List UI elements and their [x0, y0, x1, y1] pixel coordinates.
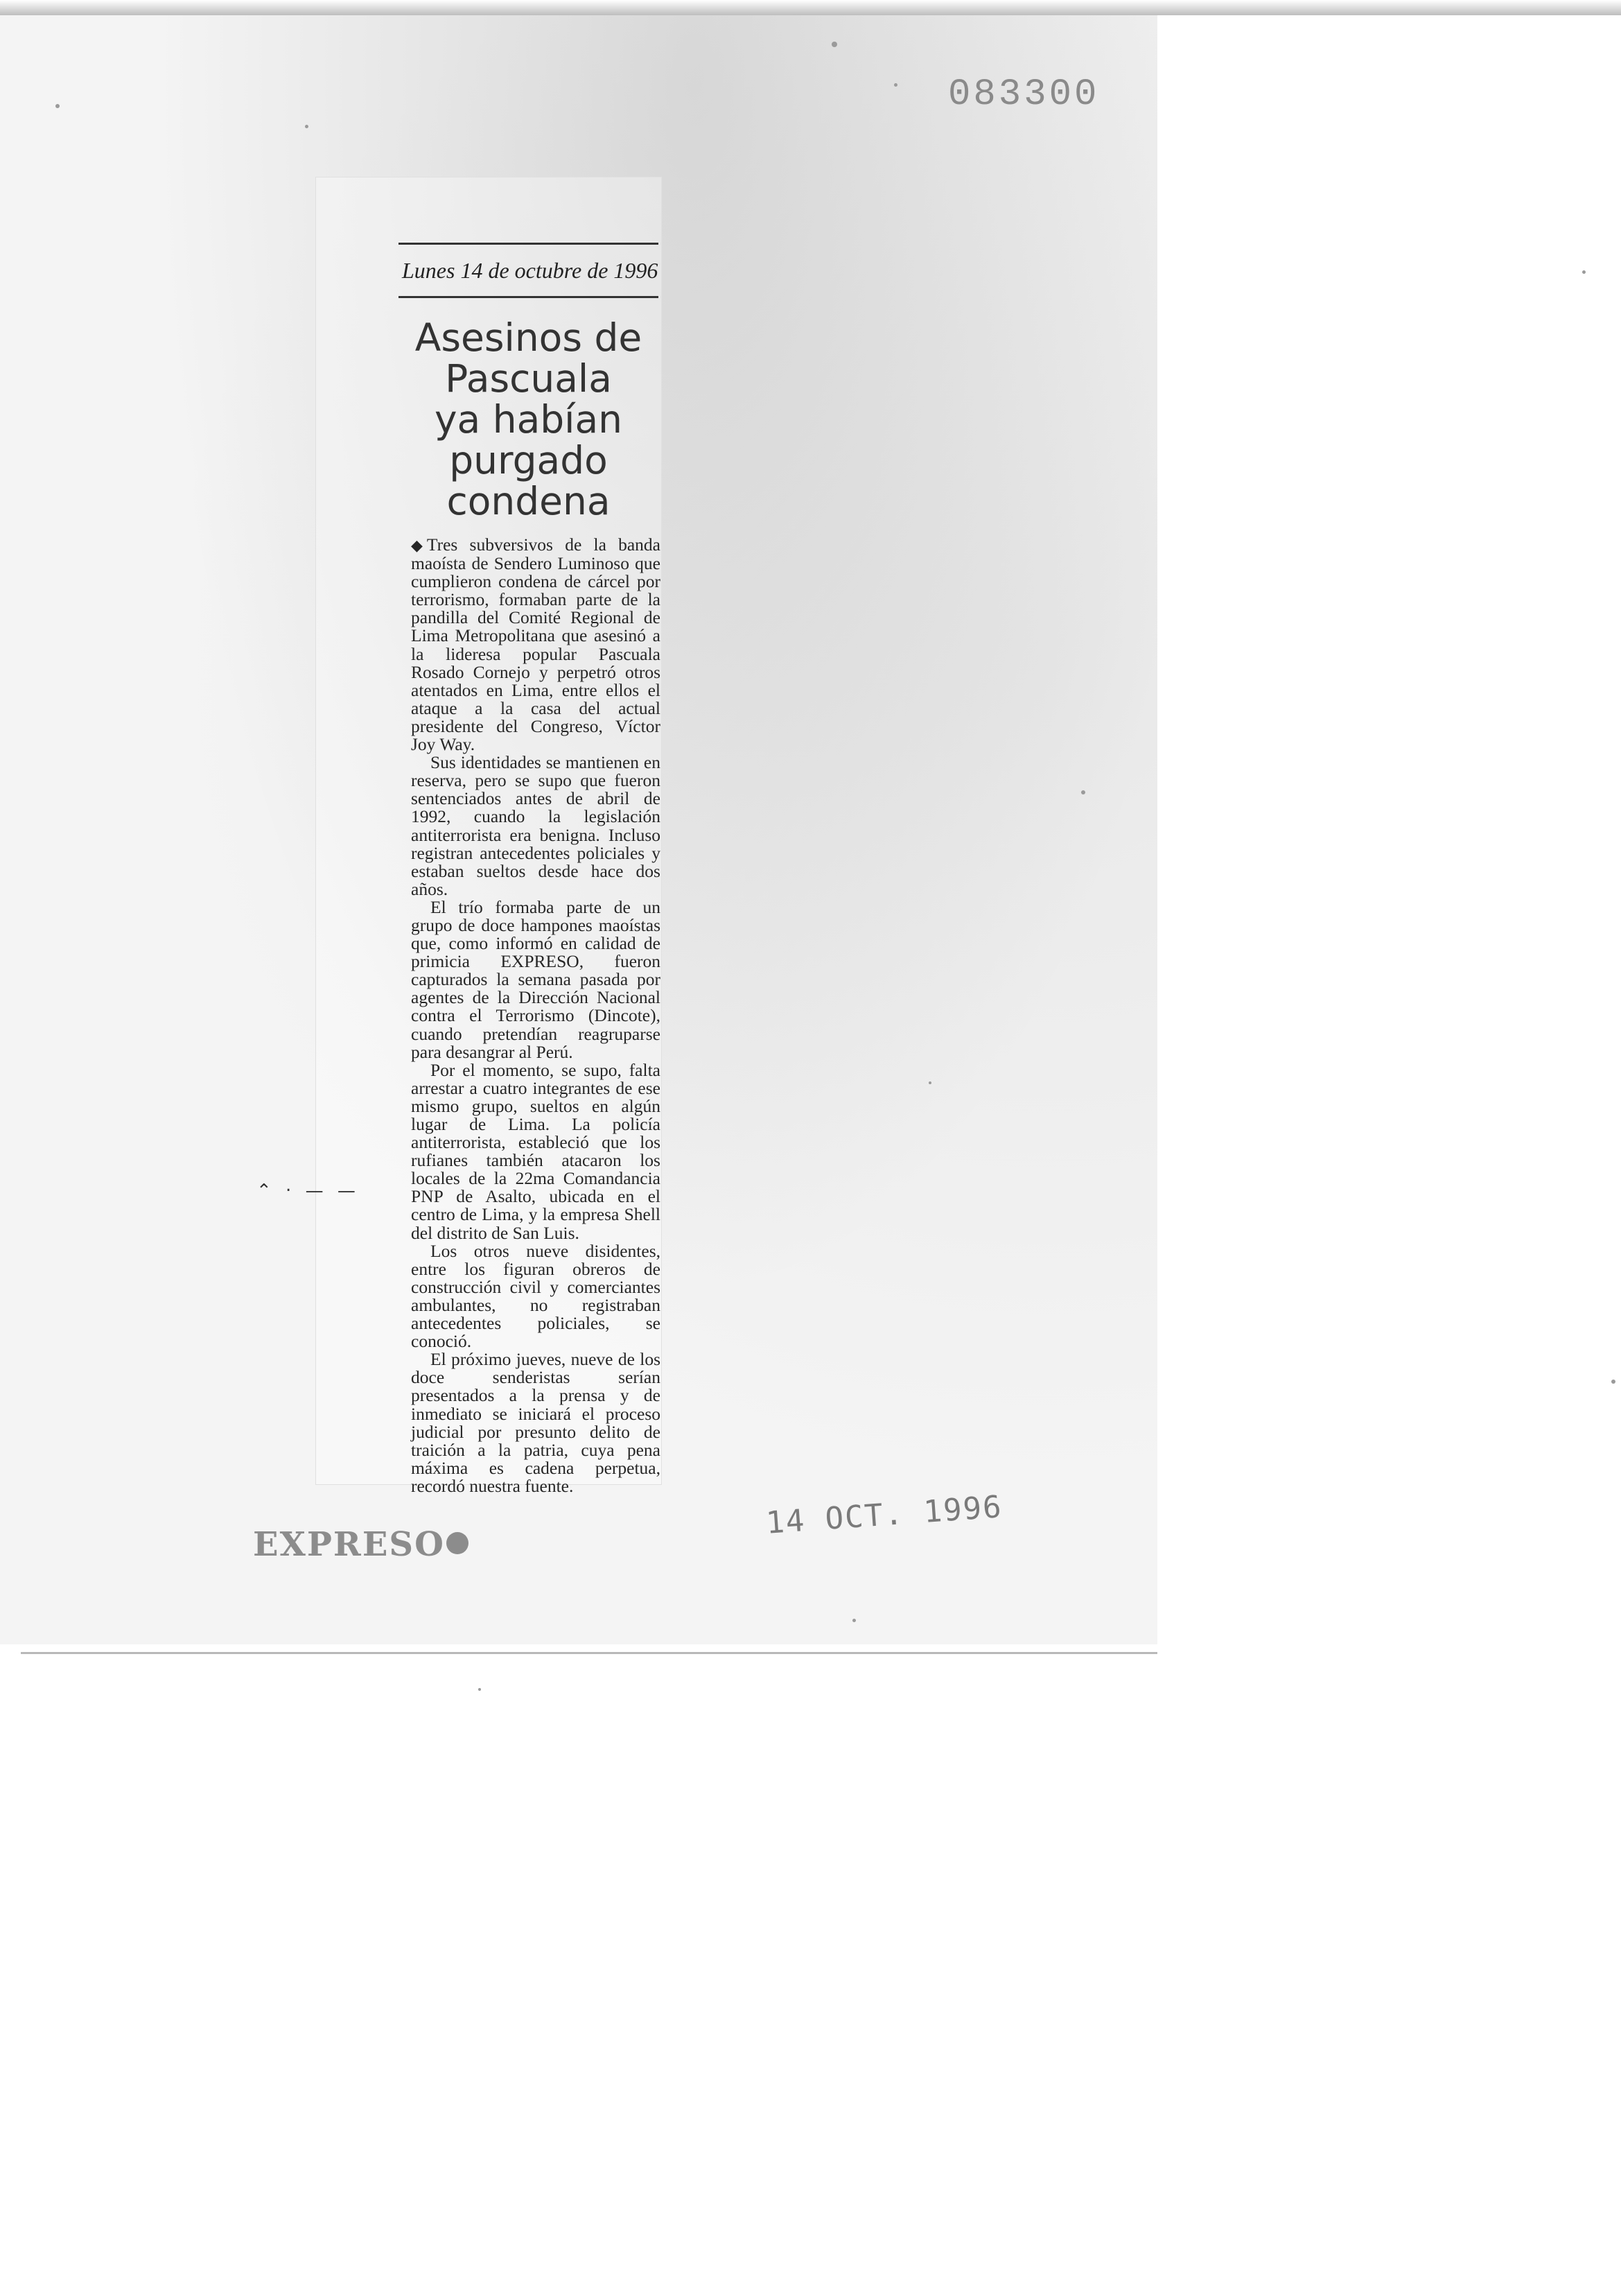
publication-logo-text: EXPRESO	[253, 1525, 445, 1564]
scan-speck	[1611, 1380, 1615, 1384]
article-paragraph	[411, 536, 660, 754]
scan-speck	[305, 125, 308, 128]
headline-line: Asesinos de	[414, 315, 642, 360]
scan-speck	[1582, 270, 1586, 274]
scan-speck	[852, 1619, 856, 1622]
margin-pencil-mark: ⌃ ‧ — —	[256, 1181, 360, 1201]
scan-speck	[894, 83, 897, 87]
archive-number-stamp: 083300	[948, 73, 1100, 116]
diamond-bullet-icon: ◆	[411, 537, 423, 554]
scan-speck	[55, 104, 60, 108]
article-paragraph: Por el momento, se supo, falta arrestar a cuatro integrantes de ese mismo grupo, sueltos en algún lugar de Lima. La policía antiterrorista, estableció que los rufianes también atacaron los locales de la 22ma Comandancia PNP de Asalto, ubicada en el centro de Lima, y la empresa Shell del distrito de San Luis.	[411, 1059, 660, 1243]
article-paragraph: Sus identidades se mantienen en reserva, pero se supo que fueron sentenciados antes de abril de 1992, cuando la legislación antiterrorista era benigna. Incluso registran antecedentes policiales y estaban sueltos desde hace dos años.	[411, 752, 660, 899]
scan-speck	[929, 1081, 931, 1084]
scan-speck	[1081, 790, 1085, 794]
paragraph-text: Tres subversivos de la banda maoísta de Sendero Luminoso que cumplieron condena de cárcel por terrorismo, formaban parte de la pandilla del Comité Regional de Lima Metropolitana que asesinó a la lideresa popular Pascuala Rosado Cornejo y perpetró otros atentados en Lima, entre ellos el ataque a la casa del actual presidente del Congreso, Víctor Joy Way.	[411, 534, 660, 755]
headline-line: ya habían	[434, 397, 623, 442]
scan-top-edge	[0, 0, 1621, 15]
logo-dot-icon	[446, 1532, 468, 1554]
dateline-rule-bottom	[398, 296, 658, 298]
article-headline	[398, 315, 658, 523]
dateline-rule-top	[398, 243, 658, 245]
publication-logo	[253, 1525, 468, 1564]
article-paragraph: Los otros nueve disidentes, entre los figuran obreros de construcción civil y comerciantes ambulantes, no registraban antecedentes policiales, se conoció.	[411, 1240, 660, 1352]
article-body	[411, 536, 660, 1495]
headline-line: purgado	[449, 438, 608, 482]
scan-speck	[478, 1688, 481, 1691]
scan-speck	[832, 42, 837, 47]
article-paragraph: El trío formaba parte de un grupo de doce hampones maoístas que, como informó en calidad de primicia EXPRESO, fueron capturados la semana pasada por agentes de la Dirección Nacional contra el Terrorismo (Dincote), cuando pretendían reagruparse para desangrar al Perú.	[411, 896, 660, 1062]
archive-date-stamp: 14 OCT. 1996	[764, 1489, 1004, 1541]
article-paragraph: El próximo jueves, nueve de los doce senderistas serían presentados a la prensa y de inmediato se iniciará el proceso judicial por presunto delito de traición a la patria, cuya pena máxima es cadena perpetua, recordó nuestra fuente.	[411, 1349, 660, 1496]
headline-line: condena	[446, 479, 611, 523]
article-dateline: Lunes 14 de octubre de 1996	[402, 258, 658, 283]
headline-line: Pascuala	[445, 356, 612, 401]
scan-bottom-edge	[21, 1652, 1157, 1654]
